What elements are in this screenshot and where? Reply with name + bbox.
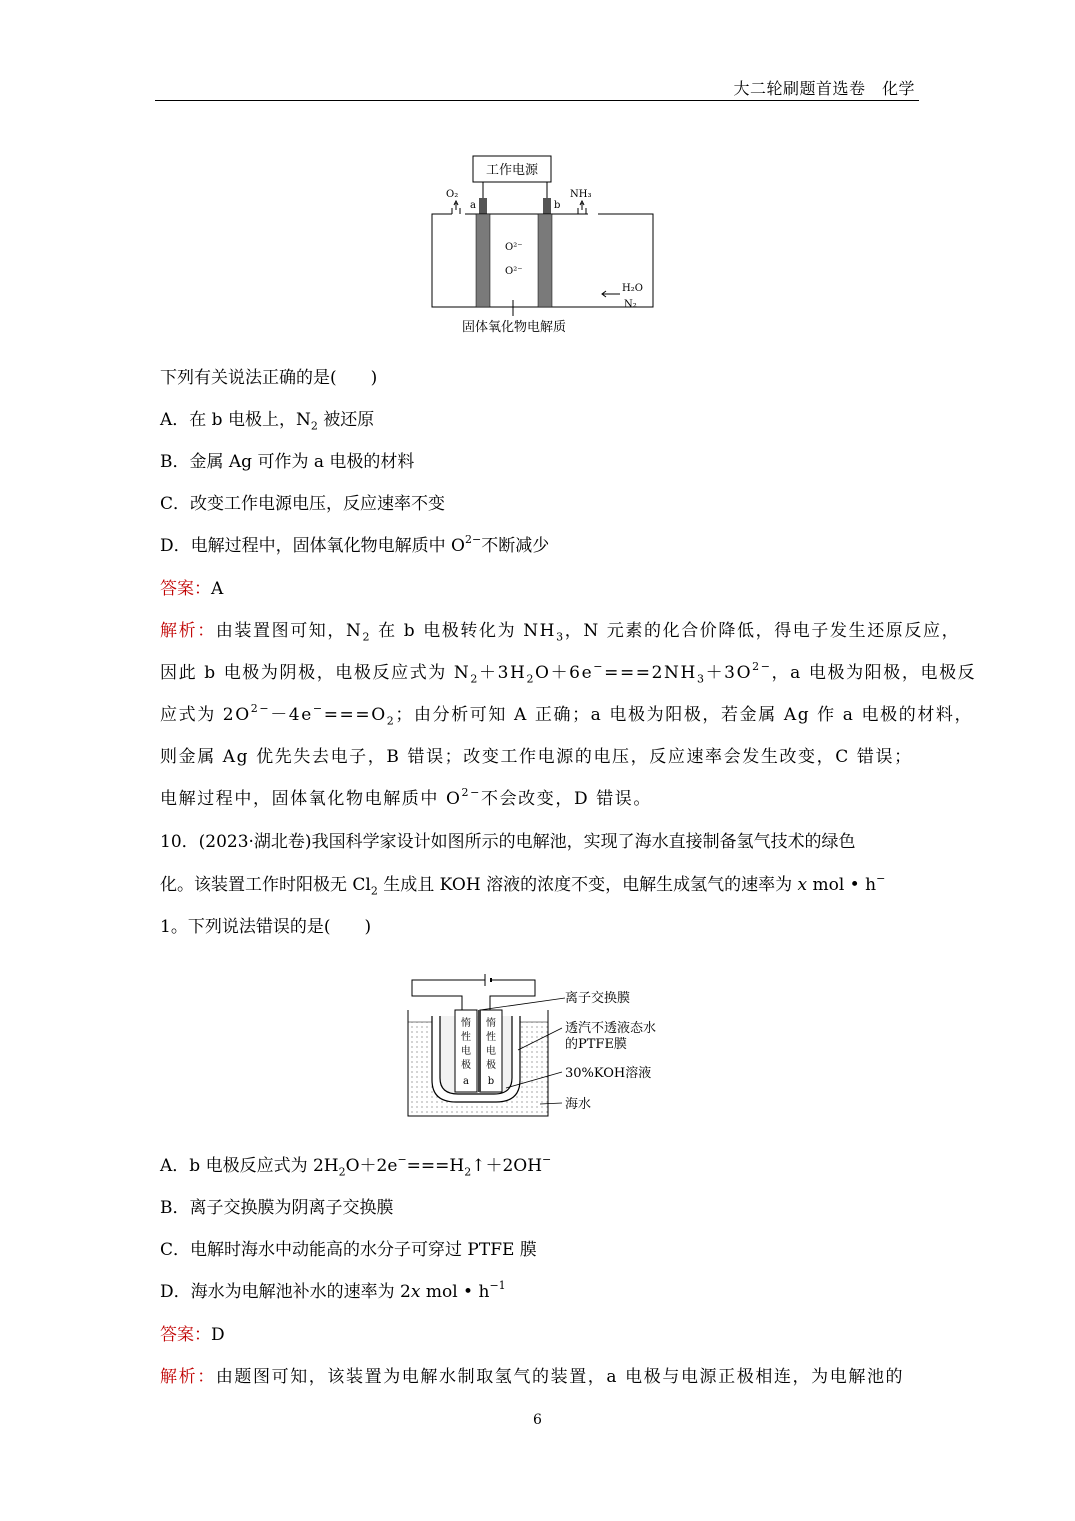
electrode-a-text-1: 惰: [461, 1018, 471, 1029]
oxide-ion-label-2: O²⁻: [505, 266, 523, 277]
svg-text:b: b: [487, 1076, 495, 1087]
q10-answer: 答案：D: [160, 1325, 225, 1345]
electrode-b-text-1: 惰: [486, 1018, 496, 1029]
oxygen-label: O₂: [446, 189, 459, 200]
svg-text:电: 电: [486, 1046, 496, 1057]
q9-analysis-line-2: 因此 b 电极为阴极，电极反应式为 $N_2+3H_2O+6e^-===2NH_3+3O^{2-}$，a 电极为阳极，电极反: [160, 660, 977, 686]
nitrogen-inlet-label: N₂: [624, 299, 637, 310]
figure-electrolysis-cell-2: [400, 970, 690, 1125]
seawater-label: 海水: [565, 1097, 592, 1112]
page-number: 6: [533, 1412, 542, 1428]
koh-solution-label: 30%KOH溶液: [565, 1066, 652, 1081]
electrode-a-label: a: [470, 200, 476, 211]
svg-text:性: 性: [461, 1032, 471, 1043]
q9-option-d: D．电解过程中，固体氧化物电解质中 $O^{2-}$不断减少: [160, 533, 550, 556]
q9-option-a: A．在 b 电极上，$N_2$ 被还原: [160, 410, 375, 433]
ptfe-label-1: 透汽不透液态水: [565, 1021, 657, 1036]
q10-option-a: A．b 电极反应式为 $2H_2O+2e^-===H_2↑+2OH^-$: [160, 1153, 552, 1179]
q9-option-b: B．金属 Ag 可作为 a 电极的材料: [160, 452, 415, 472]
svg-text:性: 性: [486, 1032, 496, 1043]
q10-stem-line-1: 10．(2023·湖北卷)我国科学家设计如图所示的电解池，实现了海水直接制备氢气技术的绿色: [160, 832, 856, 852]
q9-answer: 答案：A: [160, 579, 224, 599]
header-title: 大二轮刷题首选卷 化学: [733, 79, 915, 98]
svg-text:电: 电: [461, 1046, 471, 1057]
electrolyte-caption: 固体氧化物电解质: [461, 320, 567, 335]
q10-option-b: B．离子交换膜为阴离子交换膜: [160, 1198, 394, 1218]
ion-exchange-membrane-label: 离子交换膜: [565, 991, 631, 1006]
q10-analysis-line-1: 解析：由题图可知，该装置为电解水制取氢气的装置，a 电极与电源正极相连，为电解池的: [160, 1367, 905, 1387]
ammonia-label: NH₃: [570, 189, 592, 200]
page-header: [155, 76, 919, 101]
figure-electrolysis-cell-1: [420, 150, 670, 340]
power-source-label: 工作电源: [485, 163, 539, 178]
q9-stem: 下列有关说法正确的是( ): [160, 368, 378, 388]
q10-option-c: C．电解时海水中动能高的水分子可穿过 PTFE 膜: [160, 1240, 537, 1260]
q9-analysis-line-5: 电解过程中，固体氧化物电解质中 $O^{2-}$不会改变，D 错误。: [160, 786, 653, 809]
ptfe-label-2: 的PTFE膜: [565, 1037, 627, 1052]
svg-text:极: 极: [486, 1060, 496, 1071]
q10-option-d: D．海水为电解池补水的速率为 2x mol • $h^{-1}$: [160, 1279, 506, 1302]
q10-stem-line-2: 化。该装置工作时阳极无 $Cl_2$ 生成且 KOH 溶液的浓度不变，电解生成氢气的速率为 x mol • h−: [160, 872, 886, 898]
q9-analysis-line-1: 解析：由装置图可知，$N_2$ 在 b 电极转化为 $NH_3$，N 元素的化合价降低，得电子发生还原反应，: [160, 621, 961, 644]
q9-analysis-line-3: 应式为 $2O^{2-}-4e^-===O_2$；由分析可知 A 正确；a 电极为阳极，若金属 Ag 作 a 电极的材料，: [160, 702, 974, 728]
water-inlet-label: H₂O: [622, 283, 643, 294]
electrode-b-label: b: [554, 200, 561, 211]
svg-text:极: 极: [461, 1060, 471, 1071]
q9-option-c: C．改变工作电源电压，反应速率不变: [160, 494, 446, 514]
q10-stem-line-3: 1。下列说法错误的是( ): [160, 917, 372, 937]
oxide-ion-label-1: O²⁻: [505, 242, 523, 253]
svg-text:a: a: [463, 1076, 469, 1087]
q9-analysis-line-4: 则金属 Ag 优先失去电子，B 错误；改变工作电源的电压，反应速率会发生改变，C 错误；: [160, 747, 913, 767]
